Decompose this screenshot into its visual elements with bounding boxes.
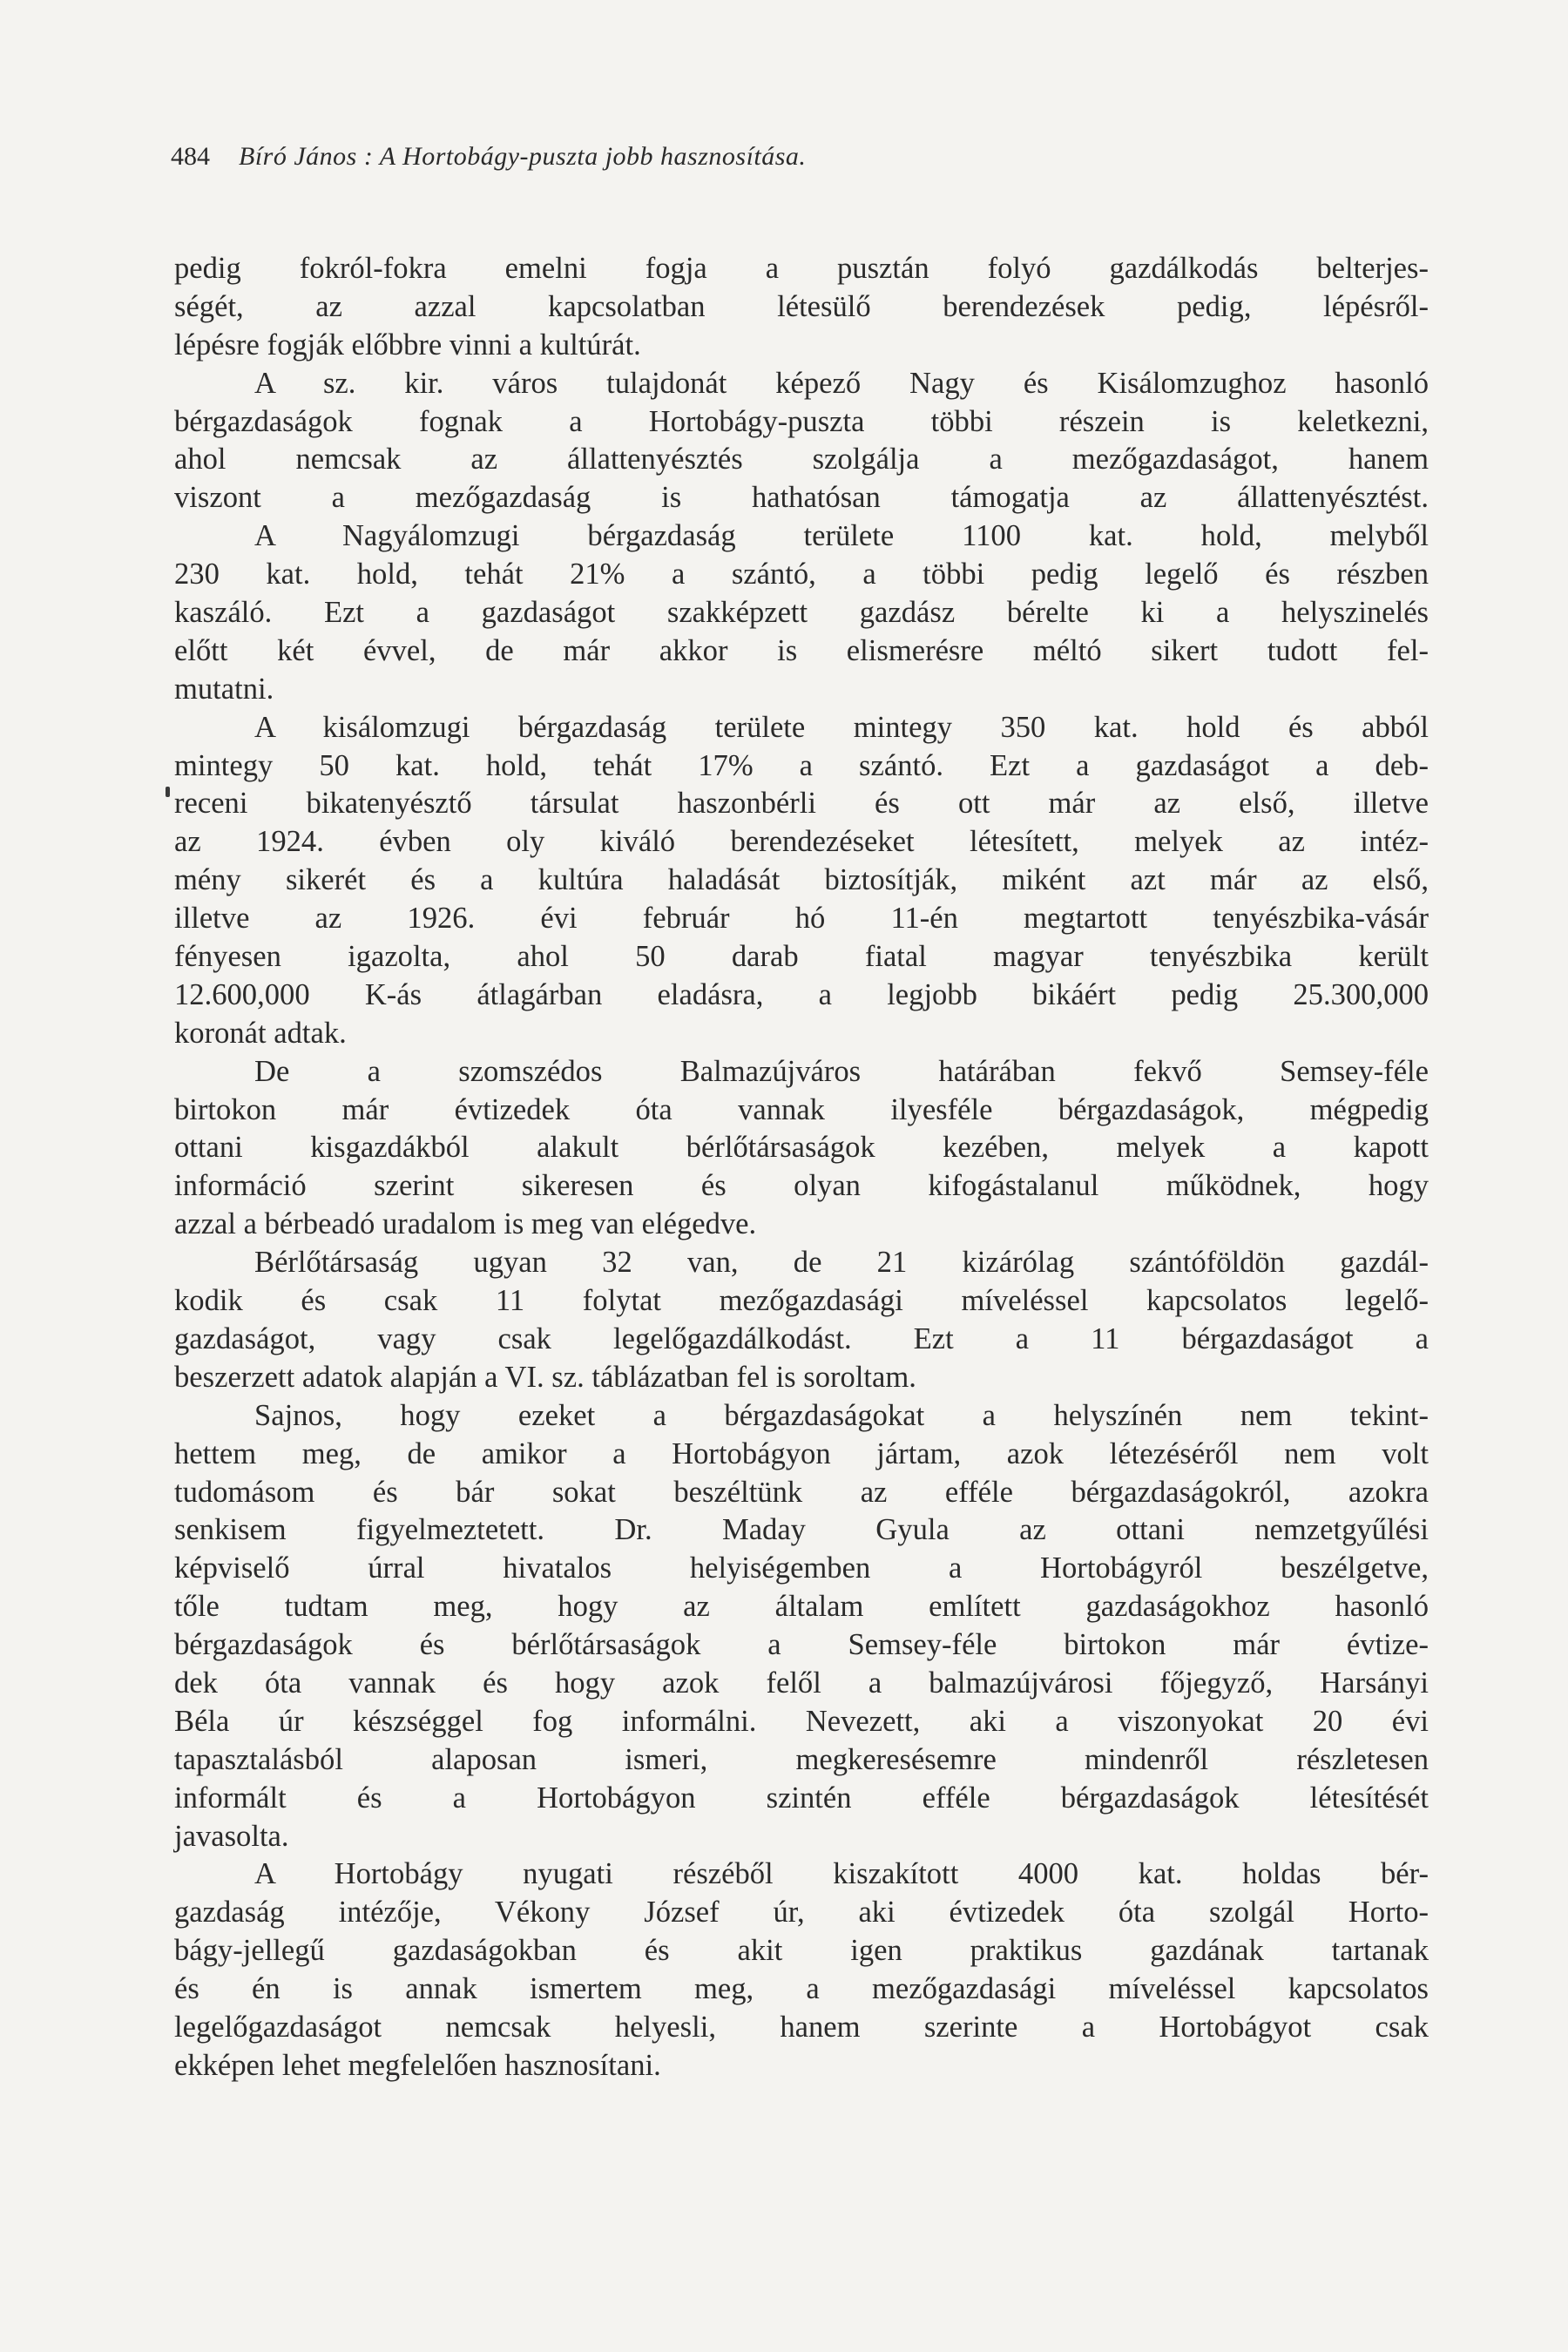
text-line: pedig fokról-fokra emelni fogja a pusztán folyó gazdálkodás belterjes- <box>174 252 1429 285</box>
text-line: beszerzett adatok alapján a VI. sz. táblázatban fel is soroltam. <box>174 1360 916 1394</box>
text-line: mény sikerét és a kultúra haladását biztosítják, miként azt már az első, <box>174 863 1429 897</box>
text-line: 12.600,000 K-ás átlagárban eladásra, a legjobb bikáért pedig 25.300,000 <box>174 977 1429 1011</box>
text-line: képviselő úrral hivatalos helyiségemben a Hortobágyról beszélgetve, <box>174 1551 1429 1585</box>
text-line: kodik és csak 11 folytat mezőgazdasági míveléssel kapcsolatos legelő- <box>174 1284 1429 1318</box>
text-line: lépésre fogják előbbre vinni a kultúrát. <box>174 328 641 362</box>
text-line: az 1924. évben oly kiváló berendezéseket létesített, melyek az intéz- <box>174 825 1429 859</box>
text-line: A sz. kir. város tulajdonát képező Nagy és Kisálomzughoz hasonló <box>254 366 1429 400</box>
text-line: 230 kat. hold, tehát 21% a szántó, a többi pedig legelő és részben <box>174 558 1429 591</box>
text-line: tudomásom és bár sokat beszéltünk az efféle bérgazdaságokról, azokra <box>174 1475 1429 1509</box>
text-line: információ szerint sikeresen és olyan kifogástalanul működnek, hogy <box>174 1169 1429 1203</box>
text-line: receni bikatenyésztő társulat haszonbérli és ott már az első, illetve <box>174 787 1429 821</box>
text-line: koronát adtak. <box>174 1016 347 1050</box>
text-line: ségét, az azzal kapcsolatban létesülő berendezések pedig, lépésről- <box>174 289 1429 323</box>
text-line: senkisem figyelmeztetett. Dr. Maday Gyula az ottani nemzetgyűlési <box>174 1513 1429 1547</box>
text-line: fényesen igazolta, ahol 50 darab fiatal magyar tenyészbika került <box>174 940 1429 974</box>
text-line: Béla úr készséggel fog informálni. Nevezett, aki a viszonyokat 20 évi <box>174 1704 1429 1738</box>
text-line: kaszáló. Ezt a gazdaságot szakképzett gazdász bérelte ki a helyszinelés <box>174 596 1429 630</box>
text-line: legelőgazdaságot nemcsak helyesli, hanem szerinte a Hortobágyot csak <box>174 2010 1429 2044</box>
body-text <box>174 250 1429 2085</box>
text-line: bágy-jellegű gazdaságokban és akit igen praktikus gazdának tartanak <box>174 1934 1429 1968</box>
text-line: gazdaság intézője, Vékony József úr, aki évtizedek óta szolgál Horto- <box>174 1896 1429 1930</box>
running-title: Bíró János : A Hortobágy-puszta jobb hasznosítása. <box>239 142 807 171</box>
text-line: Sajnos, hogy ezeket a bérgazdaságokat a helyszínén nem tekint- <box>254 1398 1429 1432</box>
text-line: A kisálomzugi bérgazdaság területe mintegy 350 kat. hold és abból <box>254 710 1429 744</box>
text-line: A Hortobágy nyugati részéből kiszakított 4000 kat. holdas bér- <box>254 1857 1429 1891</box>
text-line: birtokon már évtizedek óta vannak ilyesféle bérgazdaságok, mégpedig <box>174 1092 1429 1126</box>
text-line: viszont a mezőgazdaság is hathatósan támogatja az állattenyésztést. <box>174 481 1429 515</box>
text-line: gazdaságot, vagy csak legelőgazdálkodást. Ezt a 11 bérgazdaságot a <box>174 1321 1429 1355</box>
text-line: ekképen lehet megfelelően hasznosítani. <box>174 2048 661 2082</box>
text-line: hettem meg, de amikor a Hortobágyon jártam, azok létezéséről nem volt <box>174 1436 1429 1470</box>
text-line: Bérlőtársaság ugyan 32 van, de 21 kizárólag szántóföldön gazdál- <box>254 1246 1429 1280</box>
text-line: ottani kisgazdákból alakult bérlőtársaságok kezében, melyek a kapott <box>174 1131 1429 1165</box>
text-line: De a szomszédos Balmazújváros határában fekvő Semsey-féle <box>254 1054 1429 1088</box>
margin-mark <box>166 787 170 797</box>
text-line: előtt két évvel, de már akkor is elismerésre méltó sikert tudott fel- <box>174 633 1429 667</box>
text-line: dek óta vannak és hogy azok felől a balmazújvárosi főjegyző, Harsányi <box>174 1666 1429 1700</box>
text-line: mintegy 50 kat. hold, tehát 17% a szántó. Ezt a gazdaságot a deb- <box>174 748 1429 782</box>
text-line: bérgazdaságok fognak a Hortobágy-puszta többi részein is keletkezni, <box>174 404 1429 438</box>
page-number: 484 <box>171 142 210 171</box>
text-line: és én is annak ismertem meg, a mezőgazdasági míveléssel kapcsolatos <box>174 1972 1429 2006</box>
text-line: bérgazdaságok és bérlőtársaságok a Semsey-féle birtokon már évtize- <box>174 1628 1429 1662</box>
text-line: ahol nemcsak az állattenyésztés szolgálja a mezőgazdaságot, hanem <box>174 443 1429 476</box>
text-line: javasolta. <box>174 1819 289 1853</box>
running-header <box>171 139 1434 174</box>
text-line: A Nagyálomzugi bérgazdaság területe 1100 kat. hold, melyből <box>254 519 1429 553</box>
text-line: tapasztalásból alaposan ismeri, megkeresésemre mindenről részletesen <box>174 1742 1429 1776</box>
text-line: mutatni. <box>174 672 274 706</box>
text-line: azzal a bérbeadó uradalom is meg van elégedve. <box>174 1207 757 1241</box>
text-line: illetve az 1926. évi február hó 11-én megtartott tenyészbika-vásár <box>174 902 1429 936</box>
text-line: tőle tudtam meg, hogy az általam említett gazdaságokhoz hasonló <box>174 1590 1429 1624</box>
text-line: informált és a Hortobágyon szintén efféle bérgazdaságok létesítését <box>174 1781 1429 1815</box>
